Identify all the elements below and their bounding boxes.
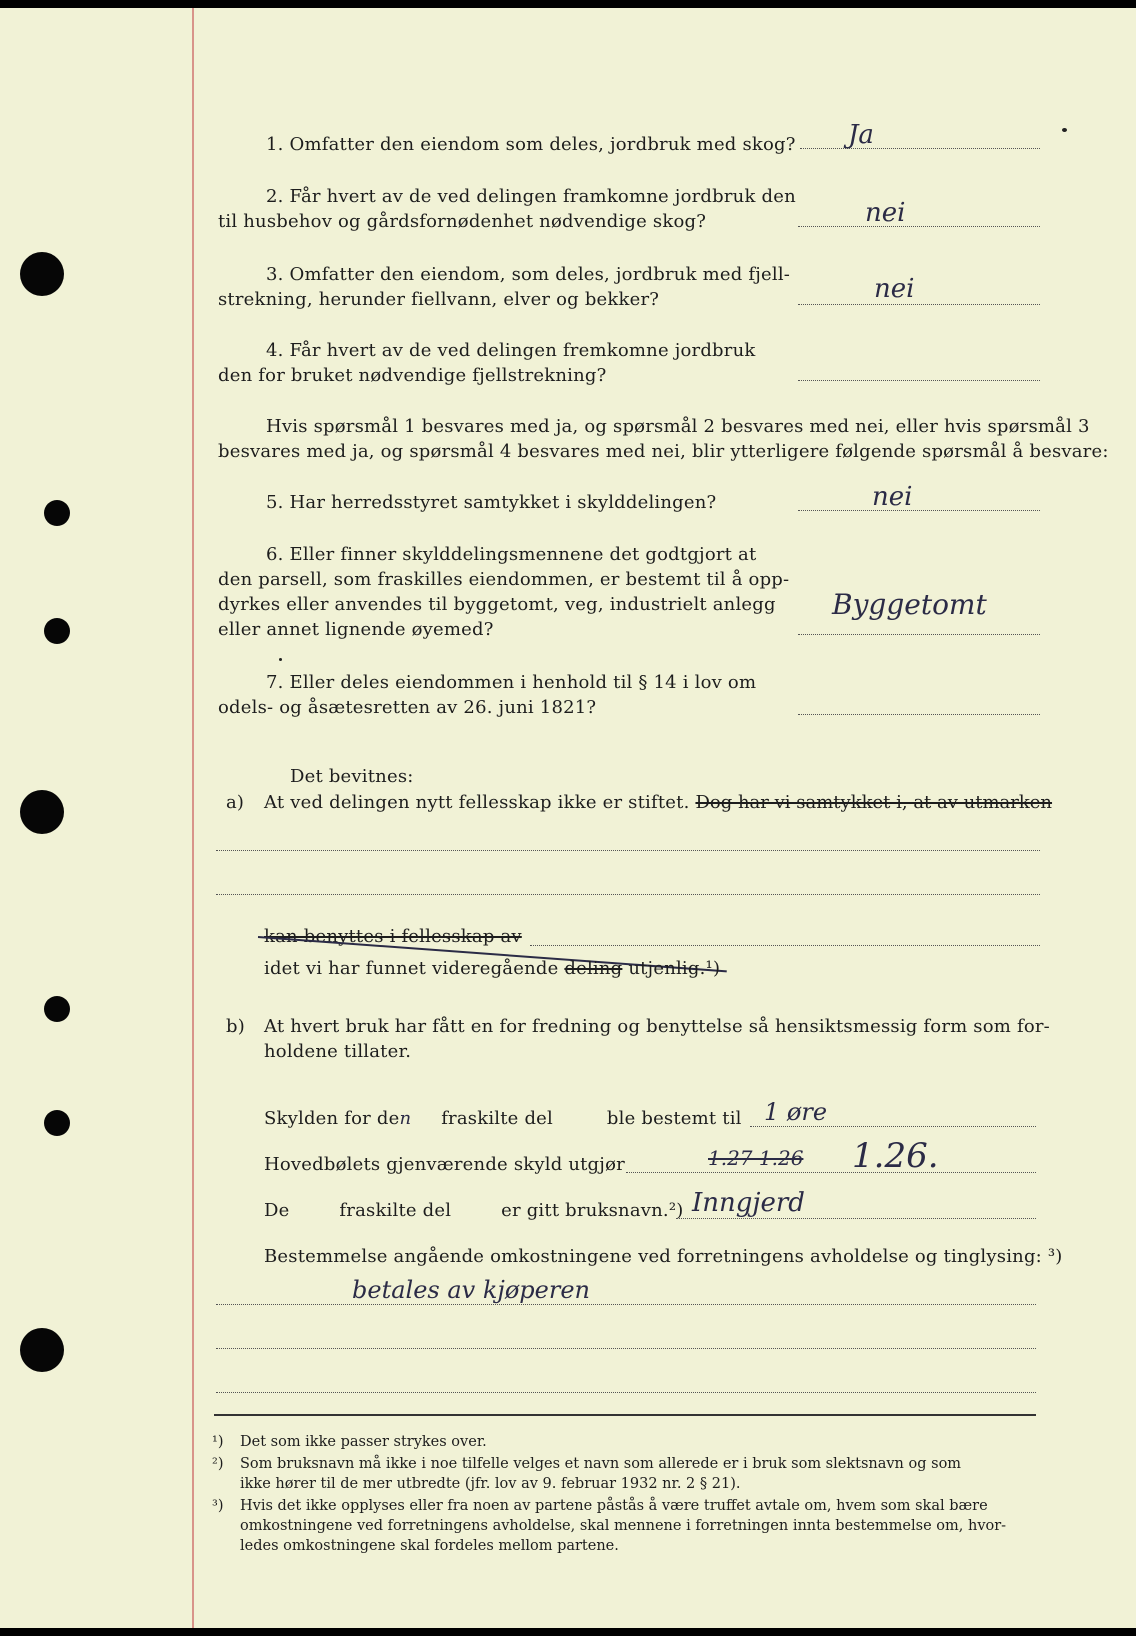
skyld-value-3: Inngjerd <box>692 1188 805 1218</box>
question-7-line2: odels- og åsætesretten av 26. juni 1821? <box>218 697 597 718</box>
answer-5: nei <box>872 482 913 512</box>
punch-hole <box>20 1328 64 1372</box>
answer-6: Byggetomt <box>832 588 987 621</box>
condition-line1: Hvis spørsmål 1 besvares med ja, og spørsmål 2 besvares med nei, eller hvis spørsmål 3 <box>266 416 1090 437</box>
footnote-1: Det som ikke passer strykes over. <box>240 1434 487 1450</box>
punch-hole <box>20 790 64 834</box>
skyld-line3-c: er gitt bruksnavn.²) <box>501 1200 684 1221</box>
blank-line <box>216 1348 1036 1349</box>
skyld-line2: Hovedbølets gjenværende skyld utgjør <box>264 1154 625 1175</box>
blank-line <box>530 945 1040 946</box>
footnote-3-line3: ledes omkostningene skal fordeles mellom partene. <box>240 1538 619 1554</box>
attest-a-struck: Dog har vi samtykket i, at av utmarken <box>695 792 1053 813</box>
skyld-line1-a: Skylden for de <box>264 1108 400 1129</box>
skyld-line3-b: fraskilte del <box>339 1200 452 1221</box>
answer-line <box>750 1126 1036 1127</box>
blank-line <box>216 1304 1036 1305</box>
question-2-line1: 2. Får hvert av de ved delingen framkomne jordbruk den <box>266 186 796 207</box>
condition-line2: besvares med ja, og spørsmål 4 besvares med nei, blir ytterligere følgende spørsmål å besvare: <box>218 441 1109 462</box>
attest-heading: Det bevitnes: <box>290 766 414 787</box>
footnote-3-mark: ³) <box>212 1498 224 1514</box>
blank-line <box>216 1392 1036 1393</box>
attest-a-end: utjenlig.¹) <box>628 958 721 979</box>
attest-b-text2: holdene tillater. <box>264 1041 412 1062</box>
answer-line <box>798 634 1040 635</box>
skyld-line1-b: fraskilte del <box>441 1108 553 1129</box>
margin-line <box>192 8 194 1628</box>
answer-line <box>798 380 1040 381</box>
blank-line <box>216 850 1040 851</box>
answer-line <box>798 226 1040 227</box>
skyld-value-1: 1 øre <box>764 1098 828 1126</box>
answer-1: Ja <box>848 120 874 150</box>
skyld-value-2: 1.26. <box>852 1136 939 1176</box>
question-6-line1: 6. Eller finner skylddelingsmennene det godtgjort at <box>266 544 757 565</box>
footnote-2-line2: ikke hører til de mer utbredte (jfr. lov av 9. februar 1932 nr. 2 § 21). <box>240 1476 741 1492</box>
answer-line <box>800 148 1040 149</box>
footnote-2-line1: Som bruksnavn må ikke i noe tilfelle velges et navn som allerede er i bruk som slektsnavn og som <box>240 1456 962 1472</box>
question-6-line2: den parsell, som fraskilles eiendommen, er bestemt til å opp- <box>218 569 790 590</box>
punch-hole <box>44 618 70 644</box>
skyld-value-4: betales av kjøperen <box>352 1276 590 1304</box>
skyld-struck-values: 1.27 1.26 <box>708 1146 804 1170</box>
footnote-1-mark: ¹) <box>212 1434 224 1450</box>
punch-hole <box>44 996 70 1022</box>
punch-hole <box>44 1110 70 1136</box>
question-4-line1: 4. Får hvert av de ved delingen fremkomne jordbruk <box>266 340 756 361</box>
document-page <box>0 8 1136 1628</box>
question-3-line2: strekning, herunder fiellvann, elver og bekker? <box>218 289 660 310</box>
attest-a-line2 <box>264 958 720 979</box>
footnote-3-line2: omkostningene ved forretningens avholdelse, skal mennene i forretningen innta bestemmelse om, hvor- <box>240 1518 1007 1534</box>
answer-line <box>798 714 1040 715</box>
answer-line <box>798 304 1040 305</box>
footnote-2-mark: ²) <box>212 1456 224 1472</box>
answer-line <box>798 510 1040 511</box>
question-7-line1: 7. Eller deles eiendommen i henhold til § 14 i lov om <box>266 672 757 693</box>
punch-hole <box>44 500 70 526</box>
attest-a-struck2: kan benyttes i fellesskap av <box>264 926 522 947</box>
answer-line <box>676 1218 1036 1219</box>
skyld-line1-c: ble bestemt til <box>606 1108 742 1129</box>
skyld-line3 <box>264 1200 683 1221</box>
ink-speck <box>279 658 282 661</box>
skyld-line3-a: De <box>264 1200 290 1221</box>
attest-a-struck3: deling <box>564 958 623 979</box>
attest-a-statement: At ved delingen nytt fellesskap ikke er stiftet. <box>264 792 690 813</box>
question-3-line1: 3. Omfatter den eiendom, som deles, jordbruk med fjell- <box>266 264 791 285</box>
skyld-line4: Bestemmelse angående omkostningene ved forretningens avholdelse og tinglysing: ³) <box>264 1246 1063 1267</box>
skyld-line1-n: n <box>399 1108 412 1129</box>
attest-b-label: b) <box>226 1016 245 1037</box>
blank-line <box>216 894 1040 895</box>
question-6-line3: dyrkes eller anvendes til byggetomt, veg, industrielt anlegg <box>218 594 776 615</box>
attest-a-line2-text: idet vi har funnet videregående <box>264 958 559 979</box>
question-4-line2: den for bruket nødvendige fjellstrekning? <box>218 365 607 386</box>
punch-hole <box>20 252 64 296</box>
attest-a-label: a) <box>226 792 245 813</box>
question-6-line4: eller annet lignende øyemed? <box>218 619 494 640</box>
attest-b-text1: At hvert bruk har fått en for fredning og benyttelse så hensiktsmessig form som for- <box>264 1016 1050 1037</box>
answer-2: nei <box>865 198 906 228</box>
attest-a-text <box>264 792 1052 813</box>
question-1: 1. Omfatter den eiendom som deles, jordbruk med skog? <box>266 134 796 155</box>
ink-speck <box>1062 128 1067 132</box>
answer-3: nei <box>874 274 915 304</box>
question-2-line2: til husbehov og gårdsfornødenhet nødvendige skog? <box>218 211 707 232</box>
footnote-3-line1: Hvis det ikke opplyses eller fra noen av partene påstås å være truffet avtale om, hvem som skal bære <box>240 1498 988 1514</box>
footnote-rule <box>214 1414 1036 1416</box>
question-5: 5. Har herredsstyret samtykket i skylddelingen? <box>266 492 717 513</box>
answer-line <box>626 1172 1036 1173</box>
skyld-line1 <box>264 1108 742 1129</box>
